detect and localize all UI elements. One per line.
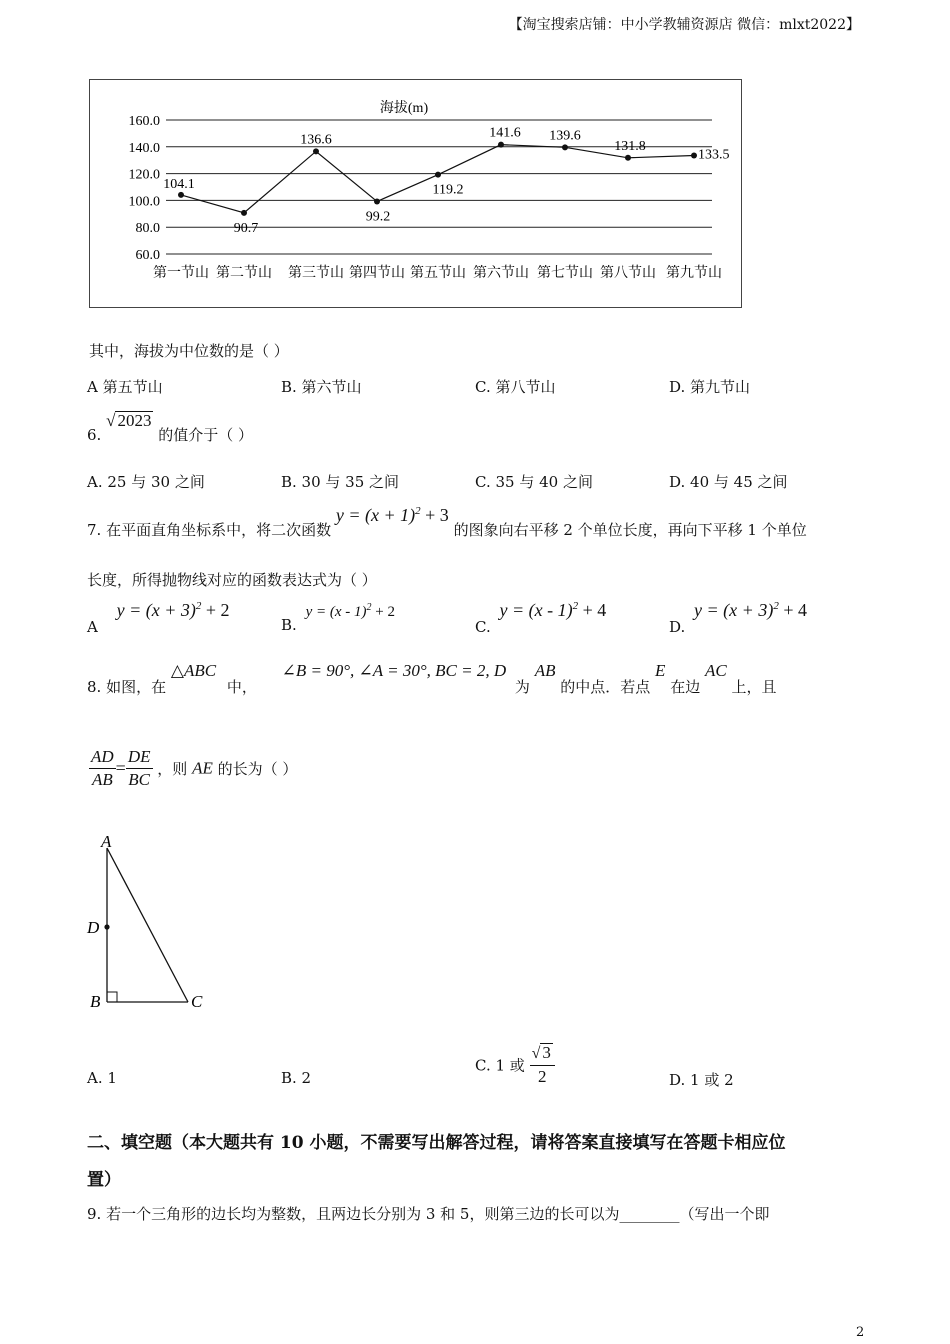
altitude-chart-frame <box>89 79 742 308</box>
section-2-title-line1: 二、填空题（本大题共有 10 小题，不需要写出解答过程，请将答案直接填写在答题卡相应位 <box>87 1133 786 1153</box>
data-point <box>562 144 568 150</box>
q6-stem: 的值介于（ ） <box>158 426 253 444</box>
q7-option-b[interactable]: B. y = (x - 1)$^2$ + 2 <box>281 602 395 634</box>
series-line <box>181 145 694 213</box>
data-point <box>313 148 319 154</box>
q8-fraction-de-bc: $\frac{DE}{BC}$ <box>127 747 151 789</box>
q8-option-b[interactable]: B. 2 <box>281 1069 312 1087</box>
q8-text-midpoint: 的中点．若点 <box>560 678 651 696</box>
side-ac <box>107 848 188 1002</box>
data-point <box>691 153 697 159</box>
x-category-label: 第六节山 <box>473 266 529 281</box>
q7-function: $y = (x + 1)^2 + 3$ <box>335 505 449 525</box>
q8-text-side: 在边 <box>670 678 701 696</box>
data-label: 99.2 <box>365 209 391 225</box>
q8-ab: AB <box>534 661 556 680</box>
q6-option-a[interactable]: A. 25 与 30 之间 <box>87 473 205 491</box>
q6-line <box>87 410 253 444</box>
q8-triangle-figure <box>80 826 220 1018</box>
q8-text-wei: 为 <box>514 678 530 696</box>
label-d: D <box>87 918 100 937</box>
q8-conditions: ∠B = 90°, ∠A = 30°, BC = 2, D <box>281 661 507 680</box>
data-label: 90.7 <box>233 220 259 236</box>
point-d <box>104 924 109 929</box>
x-category-label: 第四节山 <box>349 266 405 281</box>
page-number: 2 <box>856 1325 865 1340</box>
q8-e: E <box>655 661 666 680</box>
q8-mid: 中， <box>226 678 257 696</box>
q8-option-c[interactable]: C. 1 或 $\frac{√ 3}{2}$ <box>475 1042 555 1088</box>
x-category-label: 第九节山 <box>666 266 722 281</box>
q7-option-a[interactable]: A $y = (x + 3)^2 + 2$ <box>87 600 230 636</box>
x-category-label: 第二节山 <box>216 266 272 281</box>
data-point <box>178 192 184 198</box>
y-tick-label: 100.0 <box>128 194 160 210</box>
label-b: B <box>90 992 101 1011</box>
right-angle-mark <box>107 992 117 1002</box>
q8-triangle: △ABC <box>170 661 217 680</box>
q7-option-d[interactable]: D. $y = (x + 3)^2 + 4$ <box>669 600 807 636</box>
data-label: 141.6 <box>489 125 521 141</box>
y-tick-label: 120.0 <box>128 167 160 183</box>
q6-option-b[interactable]: B. 30 与 35 之间 <box>281 473 400 491</box>
q8-text-length: 的长为（ ） <box>217 760 298 778</box>
q8-text-then: ，则 <box>157 760 188 778</box>
q8-lead: 8. 如图，在 <box>87 678 167 696</box>
data-point <box>374 198 380 204</box>
q6-option-d[interactable]: D. 40 与 45 之间 <box>669 473 788 491</box>
data-point <box>241 210 247 216</box>
x-category-label: 第八节山 <box>600 266 656 281</box>
q8-text-and: 上，且 <box>731 678 777 696</box>
data-label: 131.8 <box>614 138 646 154</box>
q6-option-c[interactable]: C. 35 与 40 之间 <box>475 473 593 491</box>
q8-line1 <box>87 660 777 696</box>
q7-tail: 的图象向右平移 2 个单位长度，再向下平移 1 个单位 <box>453 521 807 539</box>
q8-option-c-fraction: $\frac{√ 3}{2}$ <box>530 1042 555 1088</box>
x-category-label: 第一节山 <box>153 266 209 281</box>
chart-title: 海拔(m) <box>379 101 429 116</box>
label-c: C <box>191 992 203 1011</box>
x-category-label: 第三节山 <box>288 266 344 281</box>
x-category-label: 第五节山 <box>410 266 466 281</box>
y-tick-label: 80.0 <box>135 221 160 237</box>
y-tick-label: 140.0 <box>128 140 160 156</box>
q7-lead: 7. 在平面直角坐标系中，将二次函数 <box>87 521 332 539</box>
data-point <box>625 155 631 161</box>
x-category-label: 第七节山 <box>537 266 593 281</box>
y-tick-label: 60.0 <box>135 248 160 263</box>
q8-fraction-ad-ab: $\frac{AD}{AB}$ <box>91 747 114 789</box>
label-a: A <box>101 832 112 851</box>
q6-sqrt: √ 2023 <box>106 411 152 430</box>
data-point <box>498 142 504 148</box>
q5-option-c[interactable]: C. 第八节山 <box>475 378 556 396</box>
q5-option-d[interactable]: D. 第九节山 <box>669 378 751 396</box>
data-label: 133.5 <box>698 147 730 163</box>
data-point <box>435 172 441 178</box>
data-label: 119.2 <box>432 182 464 198</box>
data-label: 136.6 <box>300 132 332 148</box>
section-2-title-line2: 置） <box>87 1170 121 1190</box>
altitude-line-chart <box>90 80 740 306</box>
q6-number: 6. <box>87 426 102 444</box>
q7-option-c[interactable]: C. y = (x - 1)$^2$ + 4 <box>475 600 607 636</box>
q8-ac: AC <box>705 661 727 680</box>
q8-line2: $\frac{AD}{AB}$ = $\frac{DE}{BC}$ ，则 AE 的长为（ ） <box>91 747 298 789</box>
q8-ae: AE <box>192 758 213 778</box>
data-label: 139.6 <box>549 128 581 144</box>
data-label: 104.1 <box>163 176 195 192</box>
q5-option-b[interactable]: B. 第六节山 <box>281 378 362 396</box>
q7-line2: 长度，所得抛物线对应的函数表达式为（ ） <box>87 571 377 589</box>
q5-stem: 其中，海拔为中位数的是（ ） <box>89 342 289 360</box>
q9-stem: 9. 若一个三角形的边长均为整数，且两边长分别为 3 和 5，则第三边的长可以为________（写出一个即 <box>87 1205 770 1223</box>
page-header: 【淘宝搜索店铺：中小学教辅资源店 微信：mlxt2022】 <box>508 17 860 33</box>
q5-option-a[interactable]: A 第五节山 <box>87 378 163 396</box>
q8-option-a[interactable]: A. 1 <box>87 1069 117 1087</box>
q8-option-d[interactable]: D. 1 或 2 <box>669 1071 734 1089</box>
y-tick-label: 160.0 <box>128 114 160 129</box>
q6-radicand: 2023 <box>117 411 152 430</box>
q7-line1 <box>87 505 807 539</box>
